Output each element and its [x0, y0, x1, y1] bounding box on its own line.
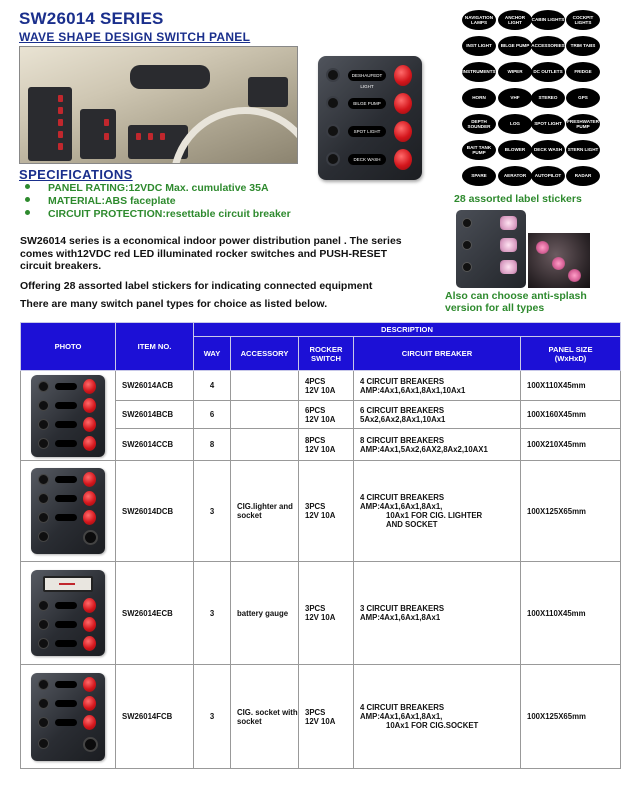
product-panel-image	[318, 56, 422, 180]
rocker-switch-cell: 8PCS 12V 10A	[299, 429, 354, 461]
label-sticker: HORN	[462, 88, 496, 108]
label-sticker: BILGE PUMP	[498, 36, 532, 56]
bullet-icon	[25, 184, 30, 189]
header-photo: PHOTO	[21, 323, 116, 371]
boat-console-photo	[19, 46, 298, 164]
header-panel-size: PANEL SIZE (WxHxD)	[521, 337, 621, 371]
header-circuit-breaker: CIRCUIT BREAKER	[354, 337, 521, 371]
spec-item: PANEL RATING:12VDC Max. cumulative 35A	[25, 182, 291, 195]
anti-splash-panel-image	[456, 210, 526, 288]
label-sticker: SPARE	[462, 166, 496, 186]
breaker-icon	[326, 124, 340, 138]
way-cell: 3	[194, 461, 231, 562]
socket-icon	[83, 737, 98, 752]
label-sticker: STERN LIGHT	[566, 140, 600, 160]
table-row	[21, 562, 621, 665]
label-sticker: FRESHWATER PUMP	[566, 114, 600, 134]
rocker-switch-icon	[394, 93, 412, 114]
stickers-caption: 28 assorted label stickers	[454, 193, 582, 205]
label-sticker: VHF	[498, 88, 532, 108]
product-thumbnail	[31, 673, 105, 761]
anti-splash-closeup-image	[528, 233, 590, 288]
specifications-list	[25, 182, 291, 221]
rocker-switch-cell: 3PCS 12V 10A	[299, 562, 354, 665]
header-accessory: ACCESSORY	[231, 337, 299, 371]
label-sticker: FRIDGE	[566, 62, 600, 82]
circuit-breaker-cell: 8 CIRCUIT BREAKERS AMP:4Ax1,5Ax2,6AX2,8Ax2,10AX1	[354, 429, 521, 461]
label-sticker: AERATOR	[498, 166, 532, 186]
label-sticker: INSTRUMENTS	[462, 62, 496, 82]
way-cell: 3	[194, 665, 231, 769]
label-sticker: SPOT LIGHT	[531, 114, 565, 134]
panel-label: SPOT LIGHT	[348, 126, 386, 137]
table-row	[21, 665, 621, 769]
rocker-switch-icon	[394, 65, 412, 86]
accessory-cell: CIG.lighter and socket	[231, 461, 299, 562]
label-sticker: RADAR	[566, 166, 600, 186]
label-sticker: DECK WASH	[531, 140, 565, 160]
table-row	[21, 461, 621, 562]
label-sticker: DC OUTLETS	[531, 62, 565, 82]
label-sticker: WIPER	[498, 62, 532, 82]
label-sticker: AUTOPILOT	[531, 166, 565, 186]
label-sticker: CABIN LIGHTS	[531, 10, 565, 30]
way-cell: 8	[194, 429, 231, 461]
header-description: DESCRIPTION	[194, 323, 621, 337]
breaker-icon	[326, 152, 340, 166]
circuit-breaker-cell: 3 CIRCUIT BREAKERS AMP:4Ax1,6Ax1,8Ax1	[354, 562, 521, 665]
label-sticker: TRIM TABS	[566, 36, 600, 56]
anti-splash-caption: Also can choose anti-splash version for all types	[445, 290, 587, 314]
accessory-cell: battery gauge	[231, 562, 299, 665]
product-photo-cell	[21, 562, 116, 665]
bullet-icon	[25, 210, 30, 215]
product-photo-cell	[21, 371, 116, 461]
product-table	[20, 322, 621, 769]
label-sticker: ACCESSORIES	[531, 36, 565, 56]
item-no-cell: SW26014BCB	[116, 401, 194, 429]
description-paragraph: Offering 28 assorted label stickers for indicating connected equipment	[20, 280, 373, 292]
rocker-switch-cell: 4PCS 12V 10A	[299, 371, 354, 401]
panel-label: DECK WASH	[348, 154, 386, 165]
way-cell: 6	[194, 401, 231, 429]
product-thumbnail	[31, 570, 105, 656]
label-sticker: ANCHOR LIGHT	[498, 10, 532, 30]
rocker-switch-icon	[394, 121, 412, 142]
spec-item: CIRCUIT PROTECTION:resettable circuit breaker	[25, 208, 291, 221]
circuit-breaker-cell: 4 CIRCUIT BREAKERS AMP:4Ax1,6Ax1,8Ax1,10Ax1	[354, 371, 521, 401]
accessory-cell	[231, 429, 299, 461]
rocker-switch-cell: 3PCS 12V 10A	[299, 461, 354, 562]
label-sticker: BAIT TANK PUMP	[462, 140, 496, 160]
panel-size-cell: 100X210X45mm	[521, 429, 621, 461]
circuit-breaker-cell: 6 CIRCUIT BREAKERS 5Ax2,6Ax2,8Ax1,10Ax1	[354, 401, 521, 429]
description-paragraph: SW26014 series is a economical indoor power distribution panel . The series comes with12VDC red LED illuminated rocker switches and PUSH-RESET circuit breakers.	[20, 235, 402, 272]
accessory-cell: CIG. socket with socket	[231, 665, 299, 769]
table-row	[21, 371, 621, 401]
description-paragraph: There are many switch panel types for choice as listed below.	[20, 298, 328, 310]
item-no-cell: SW26014CCB	[116, 429, 194, 461]
specifications-title: SPECIFICATIONS	[19, 167, 133, 182]
panel-size-cell: 100X160X45mm	[521, 401, 621, 429]
label-sticker: GPS	[566, 88, 600, 108]
product-thumbnail	[31, 375, 105, 457]
rocker-switch-cell: 3PCS 12V 10A	[299, 665, 354, 769]
panel-size-cell: 100X125X65mm	[521, 665, 621, 769]
breaker-icon	[326, 68, 340, 82]
item-no-cell: SW26014ECB	[116, 562, 194, 665]
way-cell: 4	[194, 371, 231, 401]
panel-size-cell: 100X125X65mm	[521, 461, 621, 562]
label-sticker: INST LIGHT	[462, 36, 496, 56]
header-way: WAY	[194, 337, 231, 371]
spec-item: MATERIAL:ABS faceplate	[25, 195, 291, 208]
header-item-no: ITEM NO.	[116, 323, 194, 371]
accessory-cell	[231, 401, 299, 429]
rocker-switch-icon	[394, 149, 412, 170]
page-title: SW26014 SERIES	[19, 9, 164, 28]
panel-label: DESHAUFEDT LIGHT	[348, 70, 386, 81]
item-no-cell: SW26014FCB	[116, 665, 194, 769]
label-sticker: COCKPIT LIGHTS	[566, 10, 600, 30]
label-sticker: STEREO	[531, 88, 565, 108]
item-no-cell: SW26014ACB	[116, 371, 194, 401]
breaker-icon	[326, 96, 340, 110]
accessory-cell	[231, 371, 299, 401]
panel-label: BILGE PUMP	[348, 98, 386, 109]
panel-size-cell: 100X110X45mm	[521, 371, 621, 401]
label-sticker: BLOWER	[498, 140, 532, 160]
page-subtitle: WAVE SHAPE DESIGN SWITCH PANEL	[19, 30, 251, 44]
label-sticker: DEPTH SOUNDER	[462, 114, 496, 134]
header-rocker-switch: ROCKER SWITCH	[299, 337, 354, 371]
circuit-breaker-cell: 4 CIRCUIT BREAKERS AMP:4Ax1,6Ax1,8Ax1, 10Ax1 FOR CIG.SOCKET	[354, 665, 521, 769]
way-cell: 3	[194, 562, 231, 665]
item-no-cell: SW26014DCB	[116, 461, 194, 562]
label-sticker: NAVIGATION LAMPS	[462, 10, 496, 30]
product-photo-cell	[21, 461, 116, 562]
bullet-icon	[25, 197, 30, 202]
panel-size-cell: 100X110X45mm	[521, 562, 621, 665]
label-sticker: LOG	[498, 114, 532, 134]
product-thumbnail	[31, 468, 105, 554]
rocker-switch-cell: 6PCS 12V 10A	[299, 401, 354, 429]
product-photo-cell	[21, 665, 116, 769]
circuit-breaker-cell: 4 CIRCUIT BREAKERS AMP:4Ax1,6Ax1,8Ax1, 10Ax1 FOR CIG. LIGHTER AND SOCKET	[354, 461, 521, 562]
